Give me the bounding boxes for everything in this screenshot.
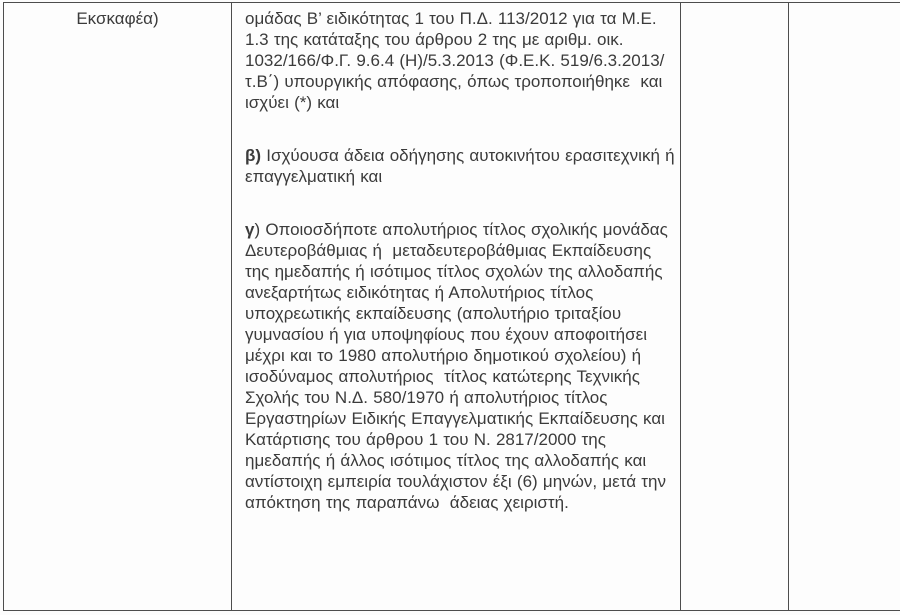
paragraph-a-continuation (245, 8, 675, 113)
paragraph-b-marker: β) (245, 146, 262, 165)
cell-empty-1 (681, 3, 789, 611)
cell-requirements (232, 3, 681, 611)
cell-empty-2 (789, 3, 900, 611)
paragraph-c-text: ) Οποιοσδήποτε απολυτήριος τίτλος σχολικής μονάδας Δευτεροβάθμιας ή μεταδευτεροβάθμιας Εκπαίδευσης της ημεδαπής ή ισότιμος τίτλος σχολών της αλλοδαπής ανεξαρτήτως ειδικότητας ή Απολυτήριος τίτλος υποχρεωτικής εκπαίδευσης (απολυτήριο τριταξίου γυμνασίου ή για υποψηφίους που έχουν αποφοιτήσει μέχρι και το 1980 απολυτήριο δημοτικού σχολείου) ή ισοδύναμος απολυτήριος τίτλος κατώτερης Τεχνικής Σχολής του Ν.Δ. 580/1970 ή απολυτήριος τίτλος Εργαστηρίων Ειδικής Επαγγελματικής Εκπαίδευσης και Κατάρτισης του άρθρου 1 του Ν. 2817/2000 της ημεδαπής ή άλλος ισότιμος τίτλος της αλλοδαπής και αντίστοιχη εμπειρία τουλάχιστον έξι (6) μηνών, μετά την απόκτηση της παραπάνω άδειας χειριστή. (245, 220, 673, 512)
cell-equipment-type (4, 3, 232, 611)
paragraph-a-text: ομάδας Β’ ειδικότητας 1 του Π.Δ. 113/2012 για τα Μ.Ε. 1.3 της κατάταξης του άρθρου 2 της με αριθμ. οικ. 1032/166/Φ.Γ. 9.6.4 (Η)/5.3.2013 (Φ.Ε.Κ. 519/6.3.2013/τ.Β΄) υπουργικής απόφασης, όπως τροποποιήθηκε και ισχύει (*) και (245, 9, 668, 112)
paragraph-c (245, 219, 675, 513)
requirements-text (232, 3, 680, 513)
paragraph-b-text: Ισχύουσα άδεια οδήγησης αυτοκινήτου ερασιτεχνική ή επαγγελματική και (245, 146, 680, 186)
paragraph-b (245, 145, 680, 187)
paragraph-c-marker: γ (245, 220, 255, 239)
equipment-type-label: Εκσκαφέα) (76, 9, 159, 28)
table-row (4, 3, 900, 611)
qualifications-table (3, 2, 900, 611)
